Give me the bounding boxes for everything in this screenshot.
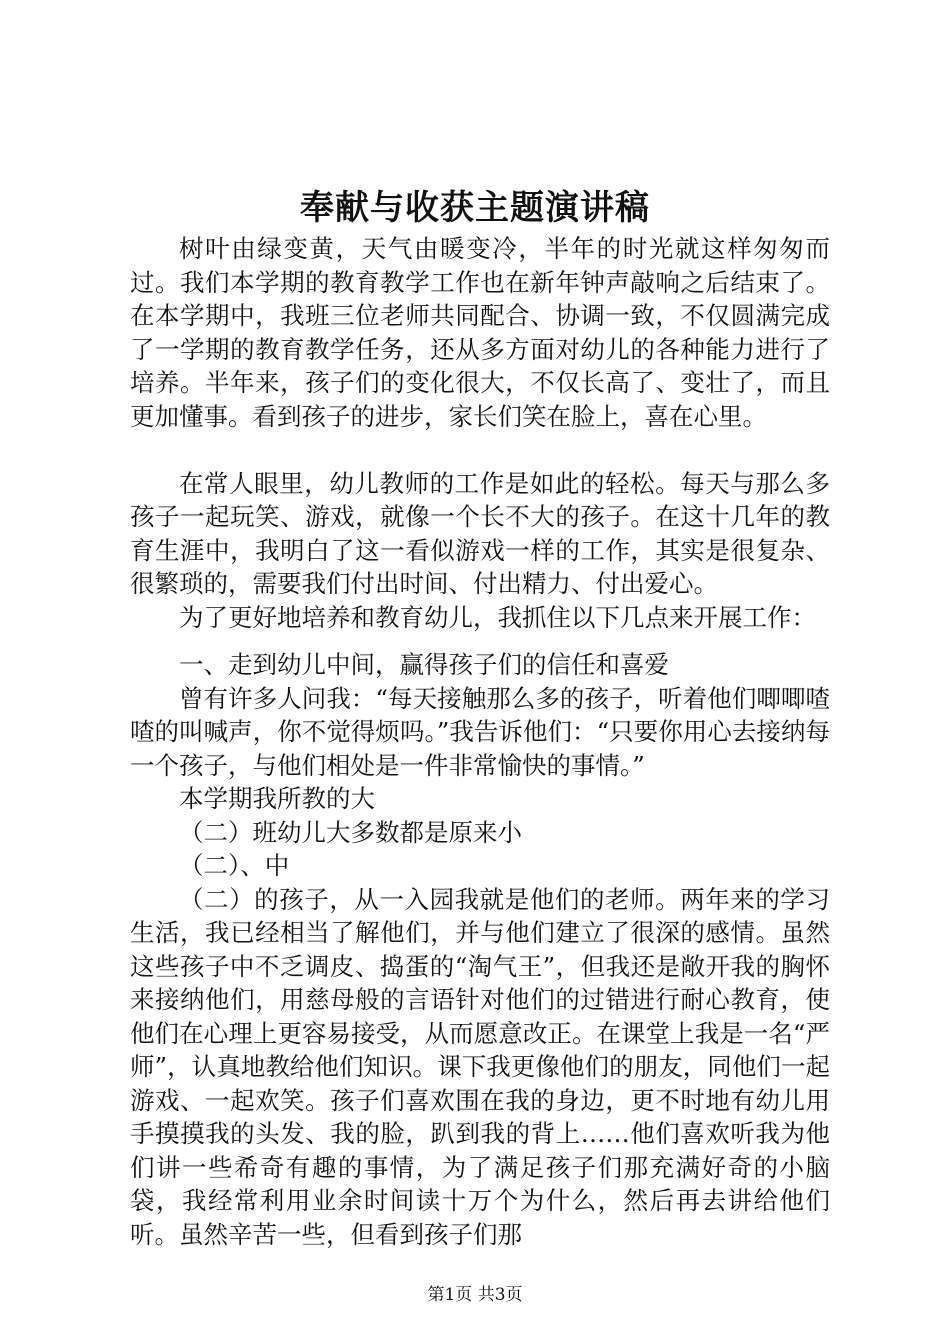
paragraph-spacer (130, 634, 830, 648)
paragraph-class-line-3: （二）、中 (179, 851, 290, 880)
paragraph-class-line-1: 本学期我所教的大 (179, 784, 375, 813)
paragraph-spacer (130, 433, 830, 467)
document-title: 奉献与收获主题演讲稿 (300, 188, 650, 228)
page-footer: 第1页 共3页 (427, 1285, 523, 1305)
paragraph-teacher-work: 在常人眼里，幼儿教师的工作是如此的轻松。每天与那么多孩子一起玩笑、游戏，就像一个长不大的孩子。在这十几年的教育生涯中，我明白了这一看似游戏一样的工作，其实是很复杂、很繁琐的，需要我们付出时间、付出精力、付出爱心。 (130, 468, 830, 598)
section-heading-1: 一、走到幼儿中间，赢得孩子们的信任和喜爱 (179, 650, 669, 679)
paragraph-work-points: 为了更好地培养和教育幼儿，我抓住以下几点来开展工作： (179, 602, 816, 632)
paragraph-class-body: （二）的孩子，从一入园我就是他们的老师。两年来的学习生活，我已经相当了解他们，并与他们建立了很深的感情。虽然这些孩子中不乏调皮、捣蛋的“淘气王”，但我还是敞开我的胸怀来接纳他们，用慈母般的言语针对他们的过错进行耐心教育，使他们在心理上更容易接受，从而愿意改正。在课堂上我是一名“严师”，认真地教给他们知识。课下我更像他们的朋友，同他们一起游戏、一起欢笑。孩子们喜欢围在我的身边，更不时地有幼儿用手摸摸我的头发、我的脸，趴到我的背上……他们喜欢听我为他们讲一些希奇有趣的事情，为了满足孩子们那充满好奇的小脑袋，我经常利用业余时间读十万个为什么，然后再去讲给他们听。虽然辛苦一些，但看到孩子们那 (130, 884, 830, 1249)
paragraph-class-line-2: （二）班幼儿大多数都是原来小 (179, 817, 522, 847)
paragraph-intro: 树叶由绿变黄，天气由暖变冷，半年的时光就这样匆匆而过。我们本学期的教育教学工作也在新年钟声敲响之后结束了。在本学期中，我班三位老师共同配合、协调一致，不仅圆满完成了一学期的教育教学任务，还从多方面对幼儿的各种能力进行了培养。半年来，孩子们的变化很大，不仅长高了、变壮了，而且更加懂事。看到孩子的进步，家长们笑在脸上，喜在心里。 (130, 234, 830, 431)
document-body (130, 232, 830, 1251)
paragraph-quote: 曾有许多人问我：“每天接触那么多的孩子，听着他们唧唧喳喳的叫喊声，你不觉得烦吗。”我告诉他们：“只要你用心去接纳每一个孩子，与他们相处是一件非常愉快的事情。” (130, 683, 830, 780)
